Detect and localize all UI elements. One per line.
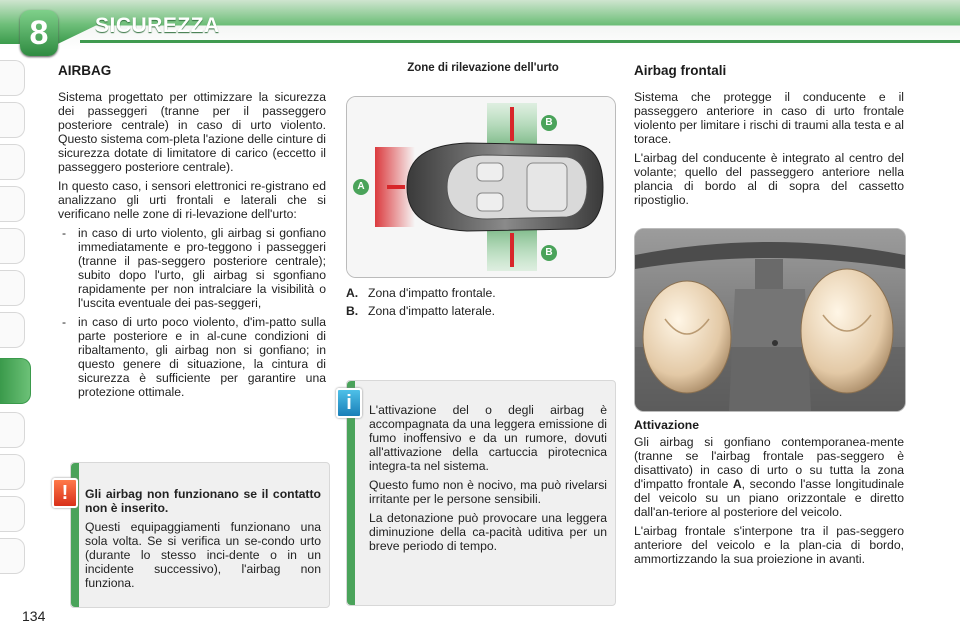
paragraph: L'airbag frontale s'interpone tra il pas-seggero anteriore del veicolo e la plan-cia di bordo, ammortizzando la sua proiezione in avanti. bbox=[634, 524, 904, 566]
paragraph: L'airbag del conducente è integrato al centro del volante; quello del passeggero anteriore nella plancia di bordo al di sopra del cassetto ripostiglio. bbox=[634, 151, 904, 207]
section-heading-frontal: Airbag frontali bbox=[634, 63, 727, 78]
legend-text: Zona d'impatto laterale. bbox=[368, 304, 495, 318]
paragraph: Sistema progettato per ottimizzare la sicurezza dei passeggeri (tranne per il passeggero posteriore centrale) in caso di urto violento. Questo sistema com-pleta l'azione delle cinture di sicurezza dotate di limitatore di carico (eccetto il passeggero posteriore centrale). bbox=[58, 90, 326, 174]
figure-title: Zone di rilevazione dell'urto bbox=[407, 62, 559, 74]
legend-text: Zona d'impatto frontale. bbox=[368, 286, 496, 300]
zone-label-b-top: B bbox=[541, 115, 557, 131]
paragraph: Sistema che protegge il conducente e il passeggero anteriore in caso di urto frontale violento per limitare i rischi di traumi alla testa e al torace. bbox=[634, 90, 904, 146]
legend-item-a bbox=[346, 286, 496, 300]
warning-title: Gli airbag non funzionano se il contatto non è inserito. bbox=[85, 487, 321, 515]
section-heading-airbag: AIRBAG bbox=[58, 63, 112, 78]
activation-column bbox=[634, 418, 904, 571]
subheading-activation: Attivazione bbox=[634, 418, 700, 432]
chapter-tab[interactable] bbox=[0, 538, 25, 574]
info-paragraph: La detonazione può provocare una leggera diminuzione della ca-pacità uditiva per un breve periodo di tempo. bbox=[369, 511, 607, 553]
list-item: - in caso di urto violento, gli airbag si gonfiano immediatamente e pro-teggono i passeggeri (tranne il pas-seggero posteriore centrale); subito dopo l'urto, gli airbag si sgonfiano rapidamente per non intralciare la visibilità o l'uscita eventuale dei pas-seggeri, bbox=[58, 226, 326, 310]
chapter-tab[interactable] bbox=[0, 144, 25, 180]
legend-key: B. bbox=[346, 304, 359, 318]
chapter-tab[interactable] bbox=[0, 102, 25, 138]
chapter-tab[interactable] bbox=[0, 496, 25, 532]
legend-key: A. bbox=[346, 286, 359, 300]
chapter-tab[interactable] bbox=[0, 228, 25, 264]
text: Gli airbag si gonfiano contemporanea-mente (tranne se l'airbag frontale pas-seggero è disattivato) in caso di urto o su tutta la zona d'impatto frontale bbox=[634, 435, 904, 491]
info-icon: i bbox=[336, 388, 362, 418]
chapter-tab[interactable] bbox=[0, 186, 25, 222]
warning-text: Questi equipaggiamenti funzionano una sola volta. Se si verifica un se-condo urto (durante lo stesso inci-dente o in un incidente successivo), l'airbag non funziona. bbox=[85, 520, 321, 590]
header-rule bbox=[80, 40, 960, 43]
chapter-tab[interactable] bbox=[0, 312, 25, 348]
chapter-tab[interactable] bbox=[0, 60, 25, 96]
frontal-airbag-column bbox=[634, 64, 904, 212]
list-item: - in caso di urto poco violento, d'im-patto sulla parte posteriore e in al-cune condizioni di ribaltamento, gli airbag non si gonfiano; in questo genere di situazione, la cintura di sicurezza è sufficiente per garantire una protezione ottimale. bbox=[58, 315, 326, 399]
airbag-intro-column bbox=[58, 64, 326, 404]
legend-item-b bbox=[346, 304, 495, 318]
zone-reference: A bbox=[732, 477, 742, 491]
paragraph bbox=[634, 435, 904, 519]
warning-icon: ! bbox=[52, 478, 78, 508]
chapter-tab[interactable] bbox=[0, 412, 25, 448]
frontal-airbag-figure bbox=[634, 228, 906, 412]
car-top-view bbox=[347, 97, 615, 277]
detection-list bbox=[58, 226, 326, 399]
inflated-airbags-illustration bbox=[635, 229, 905, 411]
zone-label-b-bottom: B bbox=[541, 245, 557, 261]
warning-content bbox=[85, 487, 321, 595]
chapter-tabs bbox=[0, 60, 28, 580]
chapter-number-badge: 8 bbox=[20, 10, 58, 56]
chapter-tab[interactable] bbox=[0, 454, 25, 490]
info-content bbox=[369, 403, 607, 558]
chapter-tab[interactable] bbox=[0, 270, 25, 306]
zone-label-a: A bbox=[353, 179, 369, 195]
info-box bbox=[346, 380, 616, 606]
impact-zones-figure bbox=[346, 96, 616, 278]
text: , secondo l'asse longitudinale del veicolo su un piano orizzontale e diretto dall'an-teriore al posteriore del veicolo. bbox=[634, 477, 905, 519]
paragraph: In questo caso, i sensori elettronici re-gistrano ed analizzano gli urti frontali e laterali che si verificano nelle zone di ri-levazione dell'urto: bbox=[58, 179, 326, 221]
info-paragraph: Questo fumo non è nocivo, ma può rivelarsi irritante per le persone sensibili. bbox=[369, 478, 607, 506]
chapter-tab-active[interactable] bbox=[0, 358, 31, 404]
warning-box bbox=[70, 462, 330, 608]
info-paragraph: L'attivazione del o degli airbag è accompagnata da una leggera emissione di fumo inoffensivo e da un rumore, dovuti all'attivazione della cartuccia pirotecnica integra-ta nel sistema. bbox=[369, 403, 607, 473]
page-number: 134 bbox=[22, 608, 46, 624]
page-title: SICUREZZA bbox=[95, 14, 220, 37]
